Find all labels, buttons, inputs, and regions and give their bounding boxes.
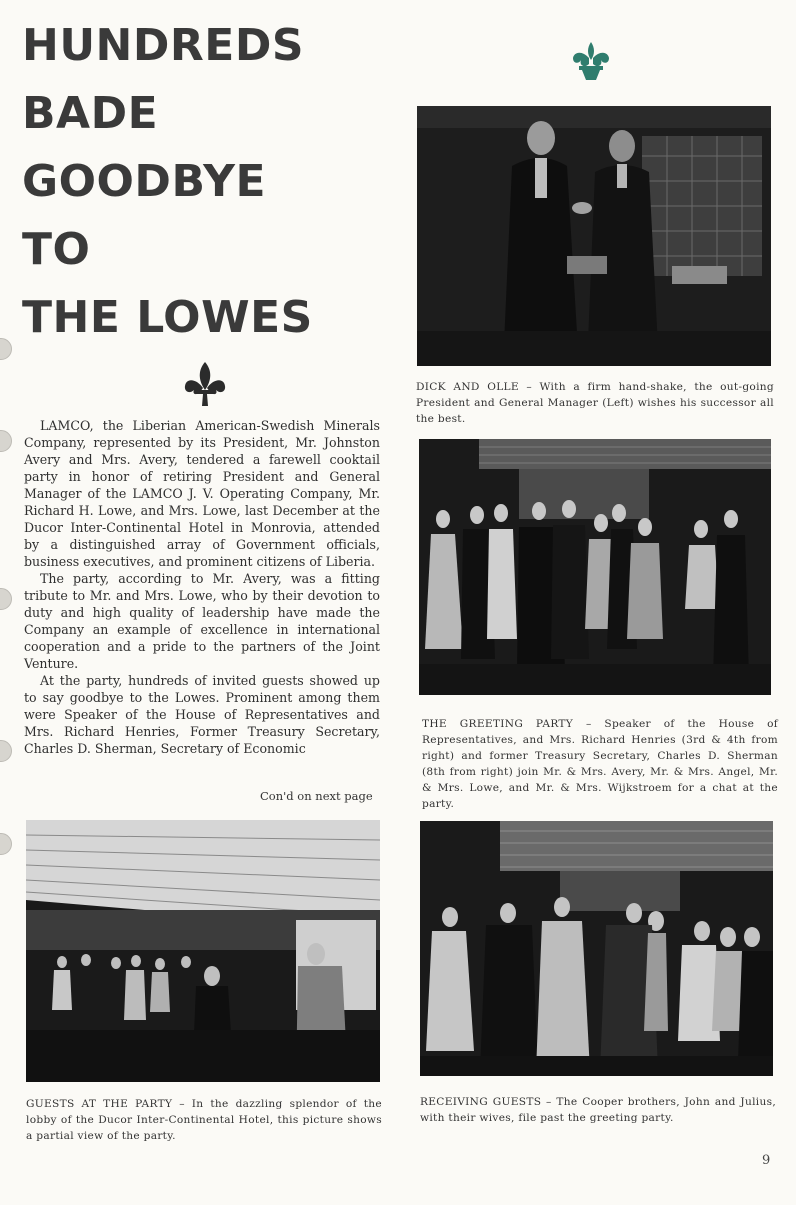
photo-greeting-party — [419, 439, 771, 695]
caption-dick-and-olle: DICK AND OLLE – With a firm hand-shake, the out-going President and General Manager (Left) wishes his successor all the best. — [416, 381, 774, 425]
page-number: 9 — [762, 1153, 771, 1168]
headline-line: THE LOWES — [22, 292, 313, 343]
caption-greeting-party: THE GREETING PARTY – Speaker of the House of Representatives, and Mrs. Richard Henries (3rd & 4th from right) and former Treasury Secretary, Charles D. Sherman (8th from right) join Mr. & Mrs. Avery, Mr. & Mrs. Angel, Mr. & Mrs. Lowe, and Mr. & Mrs. Wijkstroem for a chat at the party. — [422, 718, 778, 810]
body-paragraph: LAMCO, the Liberian American-Swedish Minerals Company, represented by its President, Mr. Johnston Avery and Mrs. Avery, tendered a farewell cooktail party in honor of retiring President and General Manager of the LAMCO J. V. Operating Company, Mr. Richard H. Lowe, and Mrs. Lowe, last December at the Ducor Inter-Continental Hotel in Monrovia, attended by a distinguished array of Government officials, business executives, and prominent citizens of Liberia. — [24, 418, 380, 569]
fleur-de-lis-icon — [182, 360, 228, 408]
caption-receiving-guests: RECEIVING GUESTS – The Cooper brothers, John and Julius, with their wives, file past the greeting party. — [420, 1096, 776, 1124]
decorative-ornament-icon — [570, 38, 612, 82]
headline-line: HUNDREDS — [22, 20, 305, 71]
binder-hole — [0, 338, 12, 360]
headline-line: TO — [22, 224, 91, 275]
caption-guests-at-party: GUESTS AT THE PARTY – In the dazzling splendor of the lobby of the Ducor Inter-Continental Hotel, this picture shows a partial view of the party. — [26, 1098, 382, 1142]
headline-line: BADE — [22, 88, 159, 139]
continued-note: Con'd on next page — [260, 789, 373, 803]
binder-hole — [0, 740, 12, 762]
headline-line: GOODBYE — [22, 156, 266, 207]
article-headline — [22, 12, 382, 352]
photo-guests-at-party — [26, 820, 380, 1082]
article-body — [24, 417, 380, 757]
binder-hole — [0, 588, 12, 610]
photo-receiving-guests — [420, 821, 773, 1076]
photo-handshake — [417, 106, 771, 366]
body-paragraph: At the party, hundreds of invited guests showed up to say goodbye to the Lowes. Prominent among them were Speaker of the House of Representatives and Mrs. Richard Henries, Former Treasury Secretary, Charles D. Sherman, Secretary of Economic — [24, 673, 380, 756]
binder-hole — [0, 833, 12, 855]
body-paragraph: The party, according to Mr. Avery, was a fitting tribute to Mr. and Mrs. Lowe, who by their devotion to duty and high quality of leadership have made the Company an example of excellence in international cooperation and a pride to the partners of the Joint Venture. — [24, 571, 380, 671]
binder-hole — [0, 430, 12, 452]
